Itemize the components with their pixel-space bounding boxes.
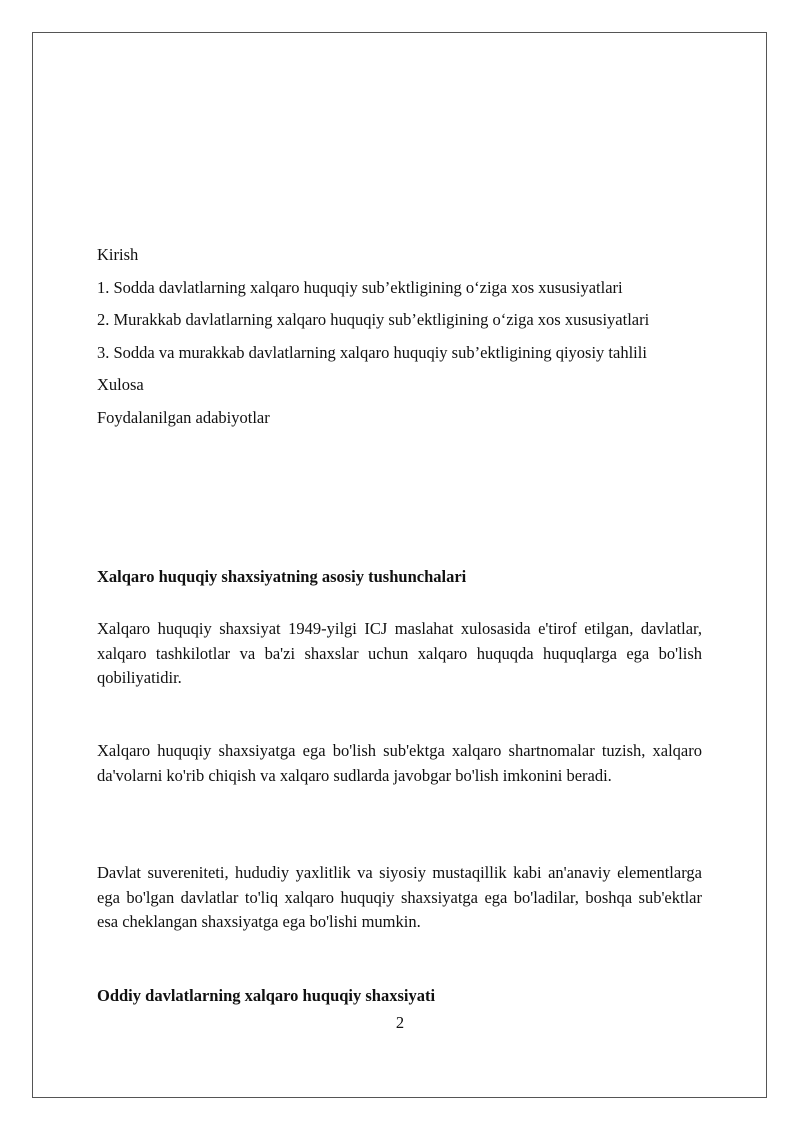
table-of-contents [97,239,702,434]
section-heading: Oddiy davlatlarning xalqaro huquqiy shaxsiyati [97,986,436,1005]
toc-item-conclusion: Xulosa [97,375,144,394]
page-number: 2 [395,1013,405,1032]
toc-item-2: 2. Murakkab davlatlarning xalqaro huquqiy sub’ektligining o‘ziga xos xususiyatlari [97,310,650,329]
paragraph: Xalqaro huquqiy shaxsiyat 1949-yilgi ICJ maslahat xulosasida e'tirof etilgan, davlatlar, xalqaro tashkilotlar va ba'zi shaxslar uchun xalqaro huquqda huquqlarga ega bo'lish qobiliyatidir. [97,619,702,687]
toc-item-intro: Kirish [97,245,139,264]
section-heading: Xalqaro huquqiy shaxsiyatning asosiy tushunchalari [97,567,467,586]
paragraph: Xalqaro huquqiy shaxsiyatga ega bo'lish sub'ektga xalqaro shartnomalar tuzish, xalqaro da'volarni ko'rib chiqish va xalqaro sudlarda javobgar bo'lish imkonini beradi. [97,741,702,785]
toc-item-references: Foydalanilgan adabiyotlar [97,407,270,427]
paragraph: Davlat suvereniteti, hududiy yaxlitlik va siyosiy mustaqillik kabi an'anaviy elementlarga ega bo'lgan davlatlar to'liq xalqaro huquqiy shaxsiyatga ega bo'ladilar, boshqa sub'ektlar esa cheklangan shaxsiyatga ega bo'lishi mumkin. [97,863,702,931]
toc-item-3: 3. Sodda va murakkab davlatlarning xalqaro huquqiy sub’ektligining qiyosiy tahlili [97,342,647,362]
toc-item-1: 1. Sodda davlatlarning xalqaro huquqiy sub’ektligining o‘ziga xos xususiyatlari [97,277,623,297]
